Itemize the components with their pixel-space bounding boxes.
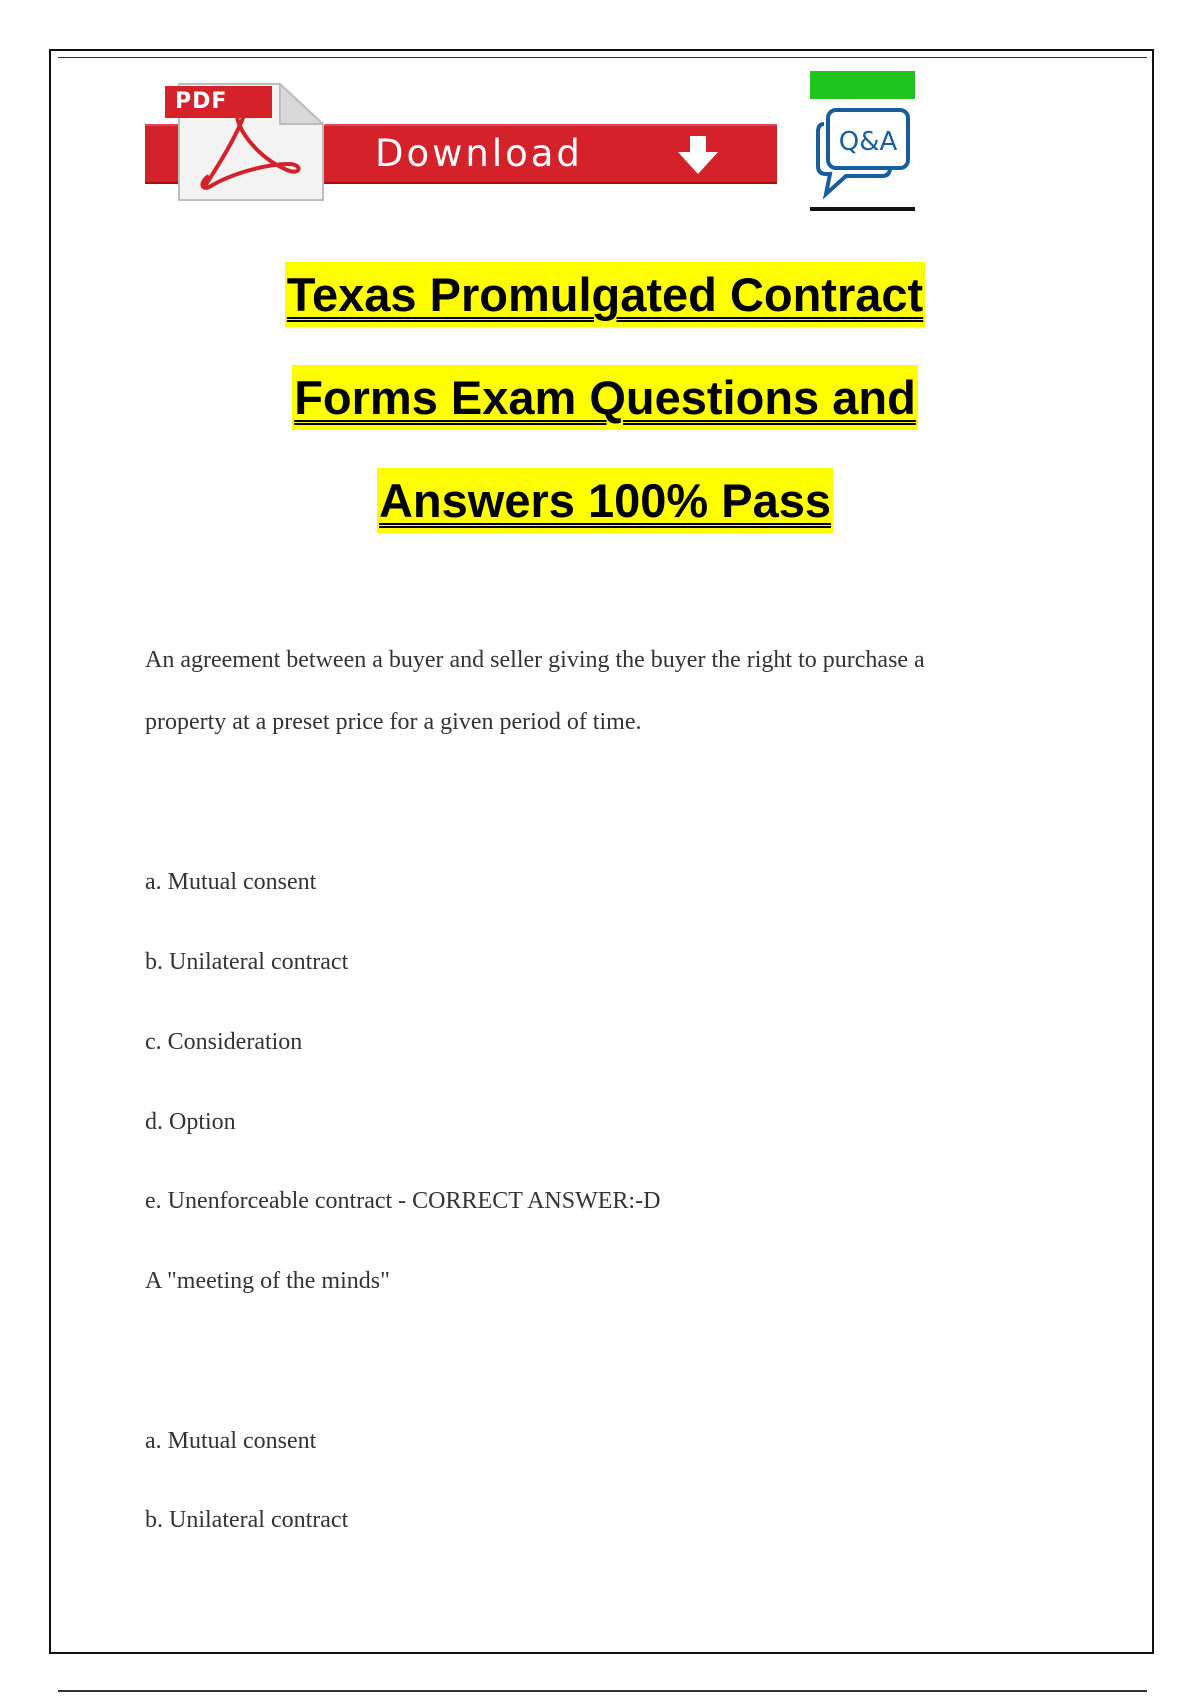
title-line-3: Answers 100% Pass xyxy=(145,449,1065,552)
question-2-option-a: a. Mutual consent xyxy=(145,1428,317,1454)
question-1-prompt-line-1: An agreement between a buyer and seller giving the buyer the right to purchase a xyxy=(145,647,925,673)
pdf-document-icon xyxy=(165,78,305,203)
qa-label: Q&A xyxy=(838,127,898,157)
question-1-option-a: a. Mutual consent xyxy=(145,869,317,895)
qa-badge xyxy=(810,71,915,214)
pdf-tag: PDF xyxy=(165,86,272,118)
bottom-rule xyxy=(58,1690,1147,1692)
question-2-prompt: A "meeting of the minds" xyxy=(145,1268,390,1294)
question-1-option-e: e. Unenforceable contract - CORRECT ANSWER:-D xyxy=(145,1188,661,1214)
download-arrow-icon xyxy=(673,134,723,176)
title-line-2: Forms Exam Questions and xyxy=(145,346,1065,449)
download-label: Download xyxy=(375,132,583,175)
document-title xyxy=(145,243,1065,552)
qa-bottom-bar xyxy=(810,207,915,211)
question-1-prompt-line-2: property at a preset price for a given period of time. xyxy=(145,709,642,735)
qa-green-bar xyxy=(810,71,915,99)
chat-bubbles-icon xyxy=(812,104,914,204)
question-2-option-b: b. Unilateral contract xyxy=(145,1507,349,1533)
title-line-1: Texas Promulgated Contract xyxy=(145,243,1065,346)
frame-top-rule xyxy=(58,57,1147,58)
question-1-option-d: d. Option xyxy=(145,1109,236,1135)
question-1-option-b: b. Unilateral contract xyxy=(145,949,349,975)
download-banner[interactable] xyxy=(145,78,777,203)
question-1-option-c: c. Consideration xyxy=(145,1029,303,1055)
